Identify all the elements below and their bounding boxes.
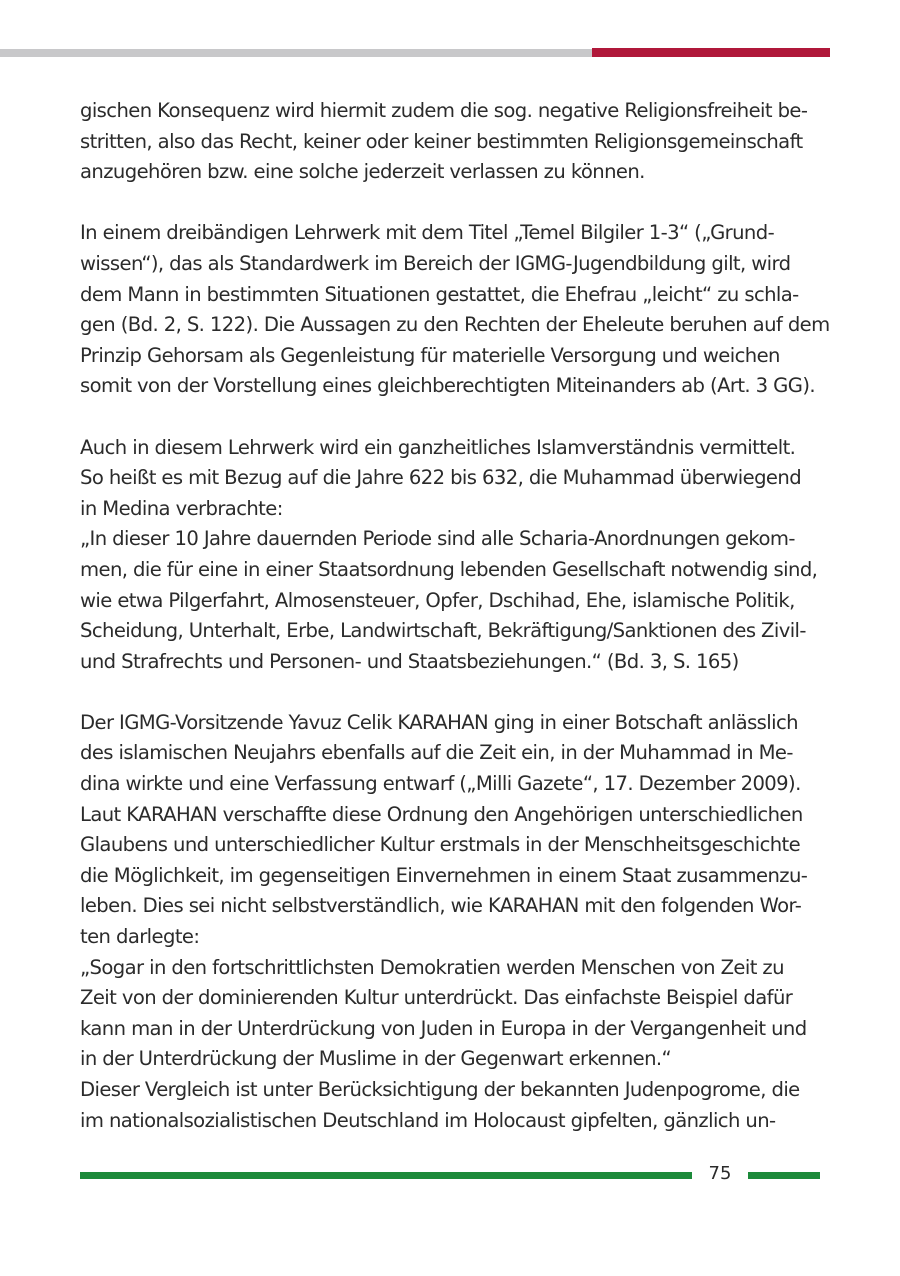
text-line: in Medina verbrachte: (80, 496, 283, 520)
quote-line: Zeit von der dominierenden Kultur unterdrückt. Das einfachste Beispiel dafür (80, 986, 793, 1010)
text-line: dem Mann in bestimmten Situationen gestattet, die Ehefrau „leicht“ zu schla- (80, 282, 799, 306)
paragraph-1 (80, 96, 840, 188)
quote-line: in der Unterdrückung der Muslime in der Gegenwart erkennen.“ (80, 1047, 672, 1071)
text-line: wissen“), das als Standardwerk im Bereich der IGMG-Jugendbildung gilt, wird (80, 251, 791, 275)
page-number: 75 (708, 1163, 732, 1184)
quote-line: men, die für eine in einer Staatsordnung lebenden Gesellschaft notwendig sind, (80, 557, 818, 581)
text-line: leben. Dies sei nicht selbstverständlich, wie KARAHAN mit den folgenden Wor- (80, 894, 802, 918)
text-line: gen (Bd. 2, S. 122). Die Aussagen zu den Rechten der Eheleute beruhen auf dem (80, 313, 830, 337)
paragraph-spacer (80, 188, 840, 219)
top-decorative-bar-red (592, 48, 830, 57)
quote-line: „In dieser 10 Jahre dauernden Periode sind alle Scharia-Anordnungen gekom- (80, 527, 795, 551)
text-line: des islamischen Neujahrs ebenfalls auf die Zeit ein, in der Muhammad in Me- (80, 741, 793, 765)
text-line: Dieser Vergleich ist unter Berücksichtigung der bekannten Judenpogrome, die (80, 1078, 800, 1101)
text-line: Glaubens und unterschiedlicher Kultur erstmals in der Menschheitsgeschichte (80, 833, 801, 857)
quote-line: wie etwa Pilgerfahrt, Almosensteuer, Opfer, Dschihad, Ehe, islamische Politik, (80, 588, 795, 612)
text-line: dina wirkte und eine Verfassung entwarf („Milli Gazete“, 17. Dezember 2009). (80, 772, 801, 796)
text-line: Der IGMG-Vorsitzende Yavuz Celik KARAHAN ging in einer Botschaft anlässlich (80, 710, 798, 734)
text-line: gischen Konsequenz wird hiermit zudem die sog. negative Religionsfreiheit be- (80, 99, 808, 122)
text-line: im nationalsozialistischen Deutschland im Holocaust gipfelten, gänzlich un- (80, 1108, 776, 1132)
quote-line: und Strafrechts und Personen- und Staatsbeziehungen.“ (Bd. 3, S. 165) (80, 649, 739, 673)
text-line: So heißt es mit Bezug auf die Jahre 622 bis 632, die Muhammad überwiegend (80, 466, 802, 490)
paragraph-2 (80, 218, 840, 402)
bottom-decorative-bar-right (748, 1172, 820, 1179)
page-body-text (80, 96, 840, 1136)
paragraph-3 (80, 433, 840, 678)
quote-line: „Sogar in den fortschrittlichsten Demokratien werden Menschen von Zeit zu (80, 955, 784, 979)
top-decorative-bar-gray (0, 49, 592, 57)
text-line: somit von der Vorstellung eines gleichberechtigten Miteinanders ab (Art. 3 GG). (80, 374, 816, 398)
quote-line: Scheidung, Unterhalt, Erbe, Landwirtschaft, Bekräftigung/Sanktionen des Zivil- (80, 619, 806, 643)
text-line: stritten, also das Recht, keiner oder keiner bestimmten Religionsgemeinschaft (80, 129, 803, 153)
quote-line: kann man in der Unterdrückung von Juden in Europa in der Vergangenheit und (80, 1016, 807, 1040)
text-line: Prinzip Gehorsam als Gegenleistung für materielle Versorgung und weichen (80, 343, 780, 367)
text-line: Laut KARAHAN verschaffte diese Ordnung den Angehörigen unterschiedlichen (80, 802, 803, 826)
paragraph-spacer (80, 402, 840, 433)
text-line: ten darlegte: (80, 925, 200, 949)
text-line: die Möglichkeit, im gegenseitigen Einvernehmen in einem Staat zusammenzu- (80, 863, 808, 887)
bottom-decorative-bar-left (80, 1172, 692, 1179)
text-line: anzugehören bzw. eine solche jederzeit verlassen zu können. (80, 160, 645, 184)
text-line: In einem dreibändigen Lehrwerk mit dem Titel „Temel Bilgiler 1-3“ („Grund- (80, 221, 775, 245)
paragraph-4 (80, 708, 840, 1136)
paragraph-spacer (80, 677, 840, 708)
text-line: Auch in diesem Lehrwerk wird ein ganzheitliches Islamverständnis vermittelt. (80, 435, 796, 459)
